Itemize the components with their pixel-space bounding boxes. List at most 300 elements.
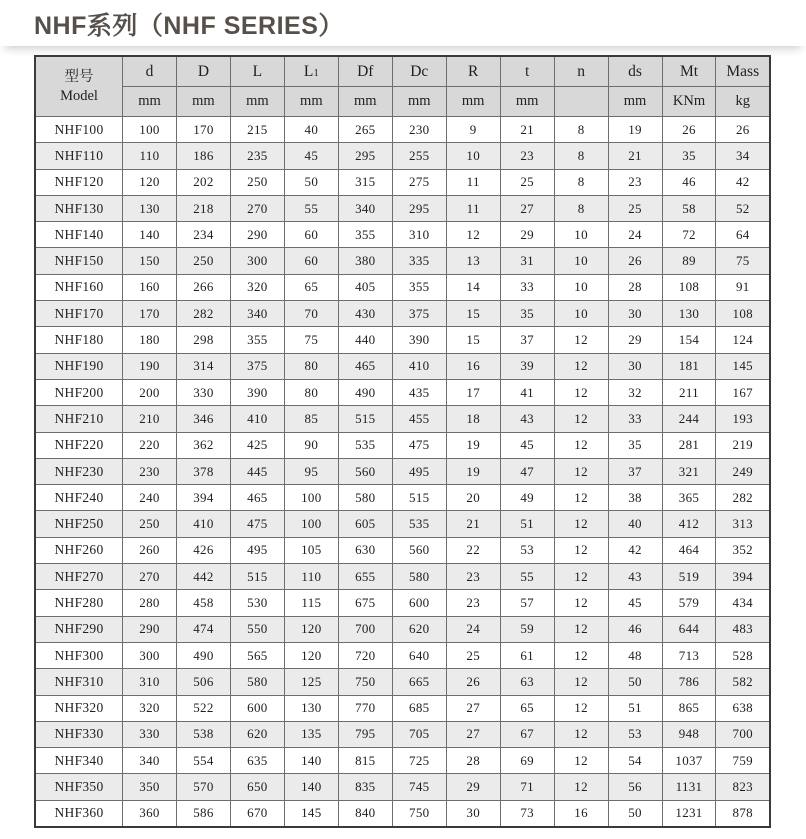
value-cell-dc: 475 — [392, 432, 446, 458]
column-header-df: Df — [338, 56, 392, 87]
value-cell-r: 21 — [446, 511, 500, 537]
model-cell: NHF110 — [35, 143, 123, 169]
header-row-keys — [35, 56, 770, 87]
value-cell-t: 37 — [500, 327, 554, 353]
value-cell-t: 43 — [500, 406, 554, 432]
value-cell-r: 10 — [446, 143, 500, 169]
value-cell-r: 29 — [446, 774, 500, 800]
model-cell: NHF190 — [35, 353, 123, 379]
column-header-t: t — [500, 56, 554, 87]
value-cell-l: 650 — [230, 774, 284, 800]
value-cell-l: 495 — [230, 537, 284, 563]
model-cell: NHF140 — [35, 222, 123, 248]
value-cell-l1: 120 — [284, 642, 338, 668]
column-header-d: d — [123, 56, 177, 87]
value-cell-mt: 365 — [662, 485, 716, 511]
value-cell-t: 71 — [500, 774, 554, 800]
value-cell-df: 440 — [338, 327, 392, 353]
value-cell-n: 8 — [554, 117, 608, 143]
value-cell-l: 270 — [230, 195, 284, 221]
value-cell-l1: 110 — [284, 564, 338, 590]
value-cell-t: 29 — [500, 222, 554, 248]
value-cell-dc: 255 — [392, 143, 446, 169]
value-cell-t: 39 — [500, 353, 554, 379]
value-cell-l: 465 — [230, 485, 284, 511]
value-cell-ds: 21 — [608, 143, 662, 169]
value-cell-ds: 19 — [608, 117, 662, 143]
value-cell-t: 63 — [500, 669, 554, 695]
value-cell-n: 12 — [554, 564, 608, 590]
value-cell-mt: 72 — [662, 222, 716, 248]
value-cell-t: 69 — [500, 748, 554, 774]
value-cell-t: 45 — [500, 432, 554, 458]
value-cell-dc: 230 — [392, 117, 446, 143]
value-cell-mass: 759 — [716, 748, 770, 774]
value-cell-r: 27 — [446, 721, 500, 747]
value-cell-mass: 434 — [716, 590, 770, 616]
column-unit-mass: kg — [716, 87, 770, 117]
table-row — [35, 669, 770, 695]
value-cell-df: 815 — [338, 748, 392, 774]
table-row — [35, 222, 770, 248]
column-unit-l1: mm — [284, 87, 338, 117]
value-cell-d: 230 — [123, 458, 177, 484]
value-cell-d: 160 — [123, 274, 177, 300]
model-header-en: Model — [60, 87, 98, 104]
value-cell-n: 8 — [554, 169, 608, 195]
value-cell-d: 200 — [123, 379, 177, 405]
value-cell-ds: 45 — [608, 590, 662, 616]
value-cell-d: 250 — [123, 511, 177, 537]
value-cell-d: 300 — [123, 642, 177, 668]
value-cell-ds: 25 — [608, 195, 662, 221]
value-cell-l: 410 — [230, 406, 284, 432]
value-cell-l: 235 — [230, 143, 284, 169]
model-cell: NHF320 — [35, 695, 123, 721]
value-cell-mt: 412 — [662, 511, 716, 537]
value-cell-l1: 60 — [284, 248, 338, 274]
table-row — [35, 169, 770, 195]
value-cell-n: 12 — [554, 774, 608, 800]
value-cell-l1: 125 — [284, 669, 338, 695]
value-cell-d: 346 — [176, 406, 230, 432]
column-header-mass: Mass — [716, 56, 770, 87]
value-cell-d: 250 — [176, 248, 230, 274]
value-cell-dc: 375 — [392, 301, 446, 327]
value-cell-l1: 105 — [284, 537, 338, 563]
value-cell-dc: 495 — [392, 458, 446, 484]
model-cell: NHF240 — [35, 485, 123, 511]
table-row — [35, 748, 770, 774]
table-row — [35, 143, 770, 169]
title-bar — [0, 0, 806, 46]
value-cell-dc: 535 — [392, 511, 446, 537]
value-cell-dc: 275 — [392, 169, 446, 195]
model-cell: NHF120 — [35, 169, 123, 195]
value-cell-t: 49 — [500, 485, 554, 511]
value-cell-d: 180 — [123, 327, 177, 353]
value-cell-ds: 56 — [608, 774, 662, 800]
value-cell-l: 475 — [230, 511, 284, 537]
value-cell-d: 240 — [123, 485, 177, 511]
value-cell-mass: 878 — [716, 800, 770, 827]
value-cell-mt: 1131 — [662, 774, 716, 800]
model-cell: NHF180 — [35, 327, 123, 353]
value-cell-r: 15 — [446, 327, 500, 353]
value-cell-d: 270 — [123, 564, 177, 590]
value-cell-df: 605 — [338, 511, 392, 537]
value-cell-n: 12 — [554, 669, 608, 695]
value-cell-d: 522 — [176, 695, 230, 721]
column-unit-d: mm — [176, 87, 230, 117]
value-cell-t: 27 — [500, 195, 554, 221]
column-header-dc: Dc — [392, 56, 446, 87]
table-row — [35, 458, 770, 484]
value-cell-l1: 120 — [284, 616, 338, 642]
value-cell-r: 18 — [446, 406, 500, 432]
value-cell-l: 355 — [230, 327, 284, 353]
column-header-r: R — [446, 56, 500, 87]
column-unit-d: mm — [123, 87, 177, 117]
model-cell: NHF250 — [35, 511, 123, 537]
value-cell-ds: 30 — [608, 301, 662, 327]
value-cell-d: 360 — [123, 800, 177, 827]
value-cell-d: 314 — [176, 353, 230, 379]
value-cell-l1: 70 — [284, 301, 338, 327]
value-cell-mass: 167 — [716, 379, 770, 405]
value-cell-dc: 600 — [392, 590, 446, 616]
value-cell-r: 19 — [446, 458, 500, 484]
value-cell-n: 12 — [554, 642, 608, 668]
value-cell-mt: 181 — [662, 353, 716, 379]
model-cell: NHF220 — [35, 432, 123, 458]
value-cell-t: 21 — [500, 117, 554, 143]
value-cell-l: 445 — [230, 458, 284, 484]
column-header-d: D — [176, 56, 230, 87]
value-cell-df: 750 — [338, 669, 392, 695]
value-cell-d: 474 — [176, 616, 230, 642]
value-cell-l: 425 — [230, 432, 284, 458]
value-cell-df: 675 — [338, 590, 392, 616]
value-cell-df: 580 — [338, 485, 392, 511]
value-cell-dc: 410 — [392, 353, 446, 379]
value-cell-mt: 1231 — [662, 800, 716, 827]
value-cell-r: 11 — [446, 169, 500, 195]
value-cell-l: 635 — [230, 748, 284, 774]
value-cell-n: 12 — [554, 353, 608, 379]
value-cell-n: 12 — [554, 485, 608, 511]
value-cell-d: 190 — [123, 353, 177, 379]
value-cell-d: 202 — [176, 169, 230, 195]
value-cell-l1: 115 — [284, 590, 338, 616]
value-cell-n: 8 — [554, 195, 608, 221]
table-row — [35, 721, 770, 747]
value-cell-mt: 519 — [662, 564, 716, 590]
value-cell-d: 266 — [176, 274, 230, 300]
value-cell-mass: 34 — [716, 143, 770, 169]
value-cell-d: 506 — [176, 669, 230, 695]
value-cell-d: 150 — [123, 248, 177, 274]
table-row — [35, 274, 770, 300]
table-row — [35, 353, 770, 379]
value-cell-l: 375 — [230, 353, 284, 379]
value-cell-n: 12 — [554, 748, 608, 774]
value-cell-mass: 700 — [716, 721, 770, 747]
value-cell-mt: 89 — [662, 248, 716, 274]
value-cell-t: 59 — [500, 616, 554, 642]
value-cell-n: 12 — [554, 695, 608, 721]
value-cell-l1: 130 — [284, 695, 338, 721]
value-cell-d: 282 — [176, 301, 230, 327]
value-cell-dc: 745 — [392, 774, 446, 800]
model-cell: NHF340 — [35, 748, 123, 774]
value-cell-ds: 50 — [608, 669, 662, 695]
model-cell: NHF300 — [35, 642, 123, 668]
value-cell-mt: 46 — [662, 169, 716, 195]
value-cell-l: 600 — [230, 695, 284, 721]
value-cell-d: 110 — [123, 143, 177, 169]
value-cell-n: 10 — [554, 248, 608, 274]
value-cell-dc: 355 — [392, 274, 446, 300]
value-cell-l1: 100 — [284, 485, 338, 511]
value-cell-t: 41 — [500, 379, 554, 405]
nhf-series-table — [34, 55, 771, 828]
value-cell-ds: 29 — [608, 327, 662, 353]
value-cell-d: 100 — [123, 117, 177, 143]
table-row — [35, 327, 770, 353]
column-unit-df: mm — [338, 87, 392, 117]
value-cell-r: 30 — [446, 800, 500, 827]
value-cell-df: 720 — [338, 642, 392, 668]
value-cell-l1: 90 — [284, 432, 338, 458]
value-cell-t: 67 — [500, 721, 554, 747]
value-cell-ds: 43 — [608, 564, 662, 590]
value-cell-l: 215 — [230, 117, 284, 143]
value-cell-n: 10 — [554, 222, 608, 248]
value-cell-r: 17 — [446, 379, 500, 405]
value-cell-l1: 60 — [284, 222, 338, 248]
value-cell-d: 220 — [123, 432, 177, 458]
value-cell-df: 465 — [338, 353, 392, 379]
value-cell-d: 310 — [123, 669, 177, 695]
value-cell-ds: 35 — [608, 432, 662, 458]
value-cell-ds: 42 — [608, 537, 662, 563]
value-cell-dc: 620 — [392, 616, 446, 642]
column-unit-l: mm — [230, 87, 284, 117]
value-cell-df: 340 — [338, 195, 392, 221]
column-unit-dc: mm — [392, 87, 446, 117]
value-cell-n: 12 — [554, 458, 608, 484]
table-row — [35, 248, 770, 274]
value-cell-mt: 321 — [662, 458, 716, 484]
value-cell-d: 442 — [176, 564, 230, 590]
value-cell-d: 218 — [176, 195, 230, 221]
value-cell-df: 770 — [338, 695, 392, 721]
value-cell-mass: 75 — [716, 248, 770, 274]
value-cell-l1: 140 — [284, 774, 338, 800]
value-cell-dc: 515 — [392, 485, 446, 511]
value-cell-n: 12 — [554, 432, 608, 458]
column-header-ds: ds — [608, 56, 662, 87]
value-cell-r: 23 — [446, 564, 500, 590]
value-cell-r: 22 — [446, 537, 500, 563]
value-cell-r: 20 — [446, 485, 500, 511]
value-cell-n: 12 — [554, 327, 608, 353]
model-cell: NHF310 — [35, 669, 123, 695]
value-cell-l1: 145 — [284, 800, 338, 827]
value-cell-l1: 100 — [284, 511, 338, 537]
model-cell: NHF200 — [35, 379, 123, 405]
value-cell-ds: 32 — [608, 379, 662, 405]
value-cell-d: 586 — [176, 800, 230, 827]
value-cell-d: 490 — [176, 642, 230, 668]
value-cell-d: 210 — [123, 406, 177, 432]
value-cell-r: 25 — [446, 642, 500, 668]
value-cell-df: 835 — [338, 774, 392, 800]
value-cell-l1: 45 — [284, 143, 338, 169]
value-cell-ds: 33 — [608, 406, 662, 432]
value-cell-n: 12 — [554, 511, 608, 537]
value-cell-t: 53 — [500, 537, 554, 563]
column-header-l1: L1 — [284, 56, 338, 87]
value-cell-t: 57 — [500, 590, 554, 616]
value-cell-df: 430 — [338, 301, 392, 327]
value-cell-d: 170 — [123, 301, 177, 327]
value-cell-df: 315 — [338, 169, 392, 195]
value-cell-dc: 640 — [392, 642, 446, 668]
model-cell: NHF330 — [35, 721, 123, 747]
value-cell-mt: 1037 — [662, 748, 716, 774]
value-cell-mass: 145 — [716, 353, 770, 379]
value-cell-d: 186 — [176, 143, 230, 169]
value-cell-t: 61 — [500, 642, 554, 668]
value-cell-ds: 46 — [608, 616, 662, 642]
value-cell-mt: 865 — [662, 695, 716, 721]
value-cell-dc: 310 — [392, 222, 446, 248]
value-cell-mt: 464 — [662, 537, 716, 563]
value-cell-mt: 26 — [662, 117, 716, 143]
value-cell-n: 12 — [554, 379, 608, 405]
value-cell-n: 12 — [554, 537, 608, 563]
value-cell-l: 300 — [230, 248, 284, 274]
value-cell-d: 570 — [176, 774, 230, 800]
value-cell-df: 560 — [338, 458, 392, 484]
column-header-n: n — [554, 56, 608, 87]
value-cell-t: 55 — [500, 564, 554, 590]
table-row — [35, 195, 770, 221]
value-cell-mass: 282 — [716, 485, 770, 511]
value-cell-dc: 295 — [392, 195, 446, 221]
value-cell-mass: 52 — [716, 195, 770, 221]
value-cell-r: 14 — [446, 274, 500, 300]
value-cell-mass: 394 — [716, 564, 770, 590]
value-cell-dc: 560 — [392, 537, 446, 563]
value-cell-l: 320 — [230, 274, 284, 300]
value-cell-l: 565 — [230, 642, 284, 668]
value-cell-ds: 26 — [608, 248, 662, 274]
value-cell-mt: 108 — [662, 274, 716, 300]
value-cell-mass: 483 — [716, 616, 770, 642]
value-cell-df: 265 — [338, 117, 392, 143]
value-cell-r: 16 — [446, 353, 500, 379]
value-cell-l: 620 — [230, 721, 284, 747]
value-cell-df: 655 — [338, 564, 392, 590]
value-cell-l1: 65 — [284, 274, 338, 300]
table-row — [35, 695, 770, 721]
value-cell-mt: 211 — [662, 379, 716, 405]
value-cell-r: 13 — [446, 248, 500, 274]
value-cell-ds: 24 — [608, 222, 662, 248]
value-cell-l1: 40 — [284, 117, 338, 143]
model-cell: NHF360 — [35, 800, 123, 827]
value-cell-mass: 219 — [716, 432, 770, 458]
value-cell-mass: 249 — [716, 458, 770, 484]
value-cell-r: 9 — [446, 117, 500, 143]
value-cell-mass: 582 — [716, 669, 770, 695]
model-cell: NHF290 — [35, 616, 123, 642]
value-cell-mt: 281 — [662, 432, 716, 458]
value-cell-mt: 154 — [662, 327, 716, 353]
value-cell-t: 47 — [500, 458, 554, 484]
model-column-header — [35, 56, 123, 117]
column-unit-ds: mm — [608, 87, 662, 117]
value-cell-d: 426 — [176, 537, 230, 563]
value-cell-n: 12 — [554, 721, 608, 747]
value-cell-df: 295 — [338, 143, 392, 169]
value-cell-d: 362 — [176, 432, 230, 458]
value-cell-mass: 352 — [716, 537, 770, 563]
model-cell: NHF260 — [35, 537, 123, 563]
table-row — [35, 301, 770, 327]
value-cell-ds: 37 — [608, 458, 662, 484]
value-cell-df: 405 — [338, 274, 392, 300]
value-cell-t: 65 — [500, 695, 554, 721]
value-cell-d: 458 — [176, 590, 230, 616]
value-cell-d: 170 — [176, 117, 230, 143]
value-cell-l1: 75 — [284, 327, 338, 353]
value-cell-r: 23 — [446, 590, 500, 616]
value-cell-d: 340 — [123, 748, 177, 774]
value-cell-mt: 579 — [662, 590, 716, 616]
model-header-cn: 型号 — [64, 69, 94, 86]
value-cell-dc: 435 — [392, 379, 446, 405]
value-cell-ds: 50 — [608, 800, 662, 827]
value-cell-df: 795 — [338, 721, 392, 747]
value-cell-l: 670 — [230, 800, 284, 827]
value-cell-mt: 786 — [662, 669, 716, 695]
value-cell-df: 380 — [338, 248, 392, 274]
value-cell-n: 12 — [554, 406, 608, 432]
value-cell-mass: 638 — [716, 695, 770, 721]
value-cell-n: 16 — [554, 800, 608, 827]
value-cell-t: 31 — [500, 248, 554, 274]
model-cell: NHF150 — [35, 248, 123, 274]
value-cell-l1: 85 — [284, 406, 338, 432]
value-cell-dc: 685 — [392, 695, 446, 721]
model-cell: NHF230 — [35, 458, 123, 484]
value-cell-d: 378 — [176, 458, 230, 484]
value-cell-t: 33 — [500, 274, 554, 300]
model-cell: NHF350 — [35, 774, 123, 800]
value-cell-n: 12 — [554, 590, 608, 616]
value-cell-dc: 580 — [392, 564, 446, 590]
value-cell-r: 24 — [446, 616, 500, 642]
value-cell-n: 10 — [554, 274, 608, 300]
header-row-units — [35, 87, 770, 117]
column-unit-n — [554, 87, 608, 117]
value-cell-ds: 38 — [608, 485, 662, 511]
value-cell-d: 538 — [176, 721, 230, 747]
